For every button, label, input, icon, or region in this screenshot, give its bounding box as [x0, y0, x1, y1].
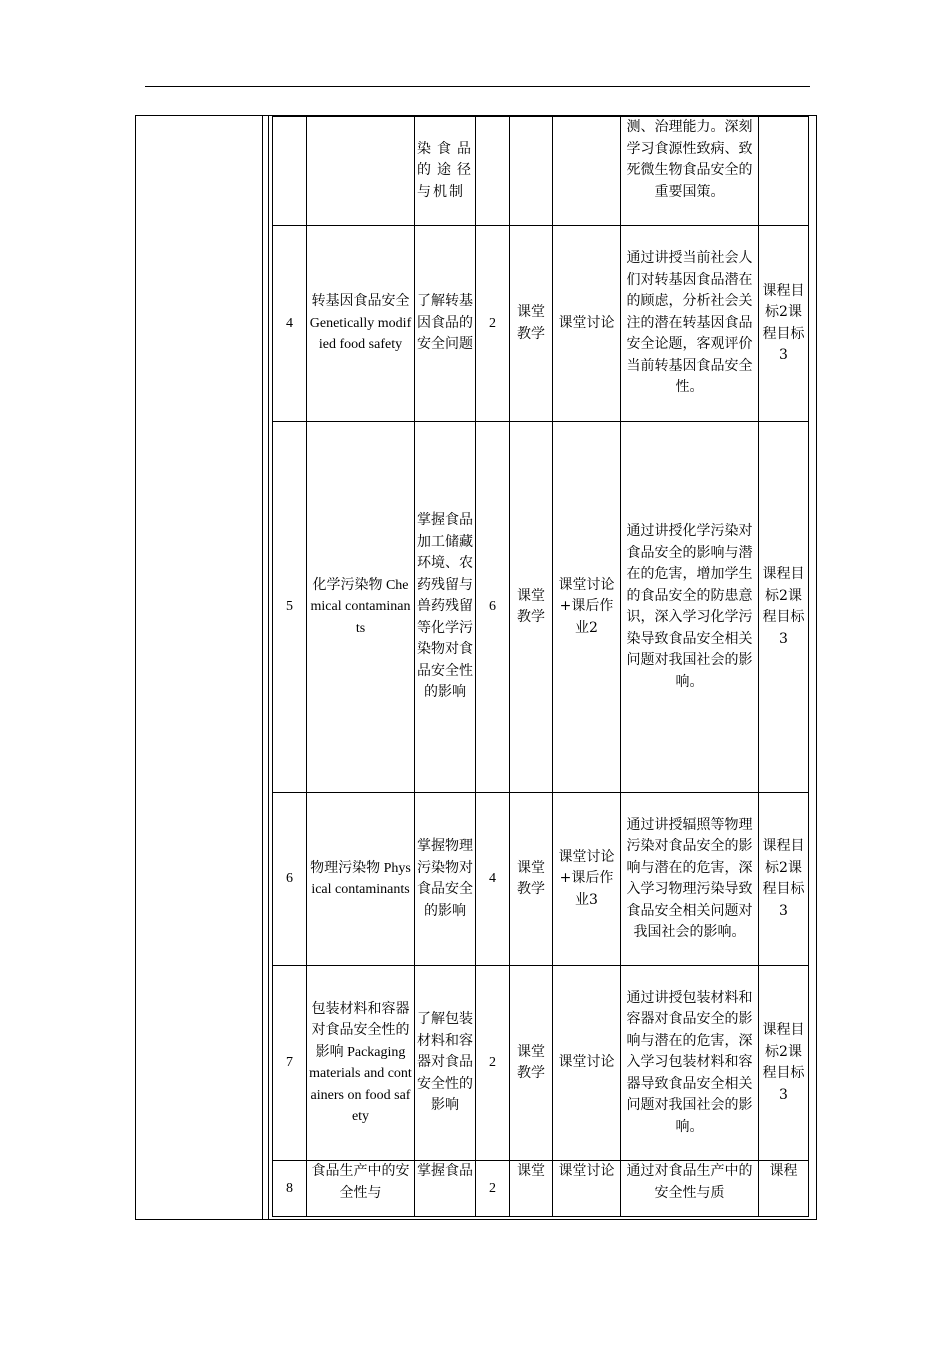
teaching-form: 课堂讨论 [553, 226, 621, 422]
course-goal: 课程 [759, 1161, 809, 1217]
teaching-form: 课堂讨论 [553, 966, 621, 1161]
chapter-number: 6 [273, 793, 307, 966]
ideological-content: 通过讲授包装材料和容器对食品安全的影响与潜在的危害，深入学习包装材料和容器导致食品安全相关问题对我国社会的影响。 [621, 966, 759, 1161]
table-row [273, 117, 809, 226]
teaching-form [553, 117, 621, 226]
learning-requirement: 了解转基因食品的安全问题 [415, 226, 476, 422]
ideological-content: 通过讲授辐照等物理污染对食品安全的影响与潜在的危害，深入学习物理污染导致食品安全相关问题对我国社会的影响。 [621, 793, 759, 966]
course-goal: 课程目标2课程目标3 [759, 793, 809, 966]
chapter-number: 5 [273, 422, 307, 793]
class-hours: 6 [476, 422, 510, 793]
class-hours: 2 [476, 1161, 510, 1217]
chapter-number [273, 117, 307, 226]
ideological-content: 通过讲授化学污染对食品安全的影响与潜在的危害，增加学生的食品安全的防患意识，深入学习化学污染导致食品安全相关问题对我国社会的影响。 [621, 422, 759, 793]
course-schedule-table [272, 116, 809, 1217]
table-row [273, 226, 809, 422]
teaching-method: 课堂教学 [510, 966, 553, 1161]
teaching-method: 课堂教学 [510, 422, 553, 793]
ideological-content: 测、治理能力。深刻学习食源性致病、致死微生物食品安全的重要国策。 [621, 117, 759, 226]
table-row [273, 966, 809, 1161]
course-goal: 课程目标2课程目标3 [759, 422, 809, 793]
class-hours: 2 [476, 966, 510, 1161]
teaching-method [510, 117, 553, 226]
chapter-title: 食品生产中的安全性与 [307, 1161, 415, 1217]
learning-requirement: 染食品的途径与机制 [415, 117, 476, 226]
chapter-title: 包装材料和容器对食品安全性的影响 Packaging materials and containers on food safety [307, 966, 415, 1161]
left-column-divider-inner [268, 115, 269, 1220]
chapter-number: 7 [273, 966, 307, 1161]
teaching-method: 课堂教学 [510, 226, 553, 422]
learning-requirement: 掌握食品 [415, 1161, 476, 1217]
class-hours [476, 117, 510, 226]
chapter-title: 物理污染物 Physical contaminants [307, 793, 415, 966]
left-column-divider [262, 115, 263, 1220]
learning-requirement: 掌握食品加工储藏环境、农药残留与兽药残留等化学污染物对食品安全性的影响 [415, 422, 476, 793]
course-goal: 课程目标2课程目标3 [759, 226, 809, 422]
learning-requirement: 掌握物理污染物对食品安全的影响 [415, 793, 476, 966]
table-row [273, 422, 809, 793]
teaching-method: 课堂 [510, 1161, 553, 1217]
teaching-form: 课堂讨论+课后作业2 [553, 422, 621, 793]
chapter-number: 4 [273, 226, 307, 422]
course-goal: 课程目标2课程目标3 [759, 966, 809, 1161]
teaching-form: 课堂讨论 [553, 1161, 621, 1217]
header-rule [145, 86, 810, 87]
table-row [273, 1161, 809, 1217]
learning-requirement: 了解包装材料和容器对食品安全性的影响 [415, 966, 476, 1161]
ideological-content: 通过对食品生产中的安全性与质 [621, 1161, 759, 1217]
chapter-number: 8 [273, 1161, 307, 1217]
ideological-content: 通过讲授当前社会人们对转基因食品潜在的顾虑，分析社会关注的潜在转基因食品安全论题，客观评价当前转基因食品安全性。 [621, 226, 759, 422]
chapter-title: 转基因食品安全 Genetically modified food safety [307, 226, 415, 422]
teaching-method: 课堂教学 [510, 793, 553, 966]
class-hours: 2 [476, 226, 510, 422]
table-row [273, 793, 809, 966]
course-goal [759, 117, 809, 226]
chapter-title: 化学污染物 Chemical contaminants [307, 422, 415, 793]
teaching-form: 课堂讨论+课后作业3 [553, 793, 621, 966]
class-hours: 4 [476, 793, 510, 966]
chapter-title [307, 117, 415, 226]
